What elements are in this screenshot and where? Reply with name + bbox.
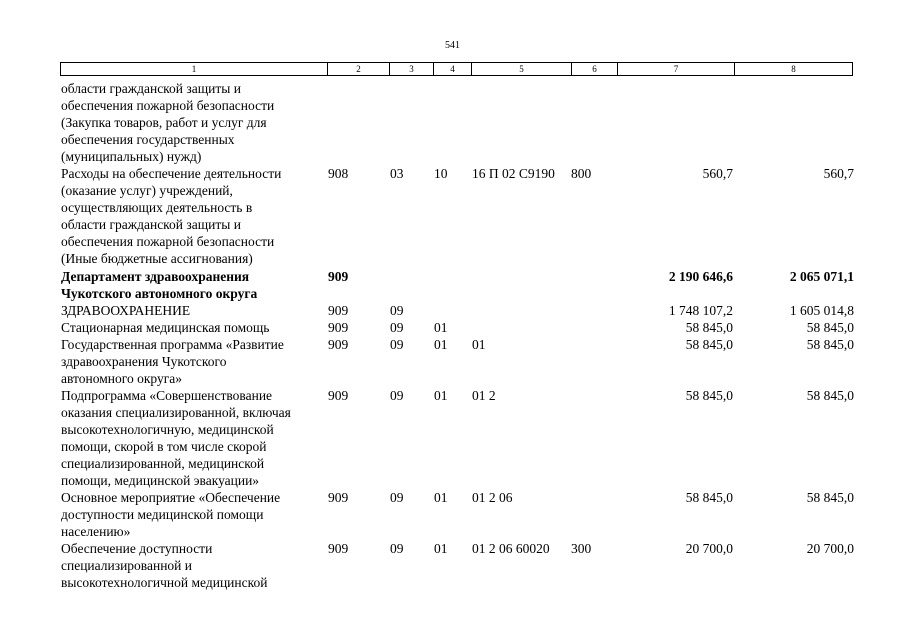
row-description <box>61 540 267 591</box>
cell-col-2: 909 <box>328 303 349 318</box>
description-line: (Иные бюджетные ассигнования) <box>61 251 253 266</box>
description-line: доступности медицинской помощи <box>61 507 264 522</box>
row-description <box>61 336 284 387</box>
cell-col-5: 01 2 06 <box>472 490 513 505</box>
description-line: Департамент здравоохранения <box>61 269 250 284</box>
description-line: области гражданской защиты и <box>61 217 241 232</box>
cell-col-8: 1 605 014,8 <box>789 303 854 318</box>
description-line: оказания специализированной, включая <box>61 405 291 420</box>
cell-col-5: 01 <box>472 337 486 352</box>
cell-col-5: 01 2 <box>472 388 496 403</box>
header-col-8: 8 <box>734 63 852 75</box>
cell-col-2: 909 <box>328 541 349 556</box>
cell-col-7: 2 190 646,6 <box>668 269 733 284</box>
cell-col-8: 58 845,0 <box>806 388 854 403</box>
description-line: Стационарная медицинская помощь <box>61 320 270 335</box>
description-line: специализированной и <box>61 558 192 573</box>
cell-col-2: 909 <box>328 320 349 335</box>
cell-col-8: 2 065 071,1 <box>789 269 854 284</box>
row-description <box>61 387 291 489</box>
description-line: Подпрограмма «Совершенствование <box>61 388 273 403</box>
row-description <box>61 302 190 319</box>
cell-col-4: 01 <box>434 320 448 335</box>
cell-col-3: 09 <box>390 490 404 505</box>
cell-col-7: 58 845,0 <box>685 320 733 335</box>
cell-col-4: 01 <box>434 490 448 505</box>
cell-col-8: 58 845,0 <box>806 320 854 335</box>
description-line: высокотехнологичную, медицинской <box>61 422 274 437</box>
description-line: (оказание услуг) учреждений, <box>61 183 233 198</box>
cell-col-3: 09 <box>390 320 404 335</box>
cell-col-2: 909 <box>328 337 349 352</box>
cell-col-3: 03 <box>390 166 404 181</box>
cell-col-7: 58 845,0 <box>685 490 733 505</box>
description-line: осуществляющих деятельность в <box>61 200 253 215</box>
cell-col-4: 01 <box>434 541 448 556</box>
cell-col-2: 908 <box>328 166 349 181</box>
cell-col-8: 58 845,0 <box>806 337 854 352</box>
description-line: автономного округа» <box>61 371 182 386</box>
cell-col-3: 09 <box>390 541 404 556</box>
row-description <box>61 80 274 165</box>
cell-col-3: 09 <box>390 303 404 318</box>
header-col-3: 3 <box>389 63 433 75</box>
cell-col-5: 01 2 06 60020 <box>472 541 550 556</box>
row-description <box>61 268 257 302</box>
description-line: помощи, медицинской эвакуации» <box>61 473 260 488</box>
header-col-5: 5 <box>471 63 571 75</box>
header-col-6: 6 <box>571 63 617 75</box>
header-col-1: 1 <box>191 64 197 74</box>
cell-col-5: 16 П 02 С9190 <box>472 166 555 181</box>
description-line: специализированной, медицинской <box>61 456 265 471</box>
row-description <box>61 165 281 267</box>
description-line: помощи, скорой в том числе скорой <box>61 439 267 454</box>
table-header <box>60 62 853 76</box>
header-col-4: 4 <box>433 63 471 75</box>
description-line: Обеспечение доступности <box>61 541 213 556</box>
description-line: Расходы на обеспечение деятельности <box>61 166 282 181</box>
description-line: населению» <box>61 524 131 539</box>
description-line: Чукотского автономного округа <box>61 286 258 301</box>
cell-col-7: 1 748 107,2 <box>668 303 733 318</box>
description-line: высокотехнологичной медицинской <box>61 575 268 590</box>
description-line: Основное мероприятие «Обеспечение <box>61 490 281 505</box>
cell-col-2: 909 <box>328 388 349 403</box>
cell-col-8: 20 700,0 <box>806 541 854 556</box>
row-description <box>61 319 269 336</box>
cell-col-6: 800 <box>571 166 592 181</box>
cell-col-2: 909 <box>328 269 349 284</box>
cell-col-3: 09 <box>390 337 404 352</box>
cell-col-2: 909 <box>328 490 349 505</box>
cell-col-6: 300 <box>571 541 592 556</box>
cell-col-7: 58 845,0 <box>685 388 733 403</box>
description-line: обеспечения государственных <box>61 132 235 147</box>
description-line: (муниципальных) нужд) <box>61 149 202 164</box>
description-line: обеспечения пожарной безопасности <box>61 234 275 249</box>
description-line: обеспечения пожарной безопасности <box>61 98 275 113</box>
description-line: (Закупка товаров, работ и услуг для <box>61 115 267 130</box>
cell-col-7: 20 700,0 <box>685 541 733 556</box>
row-description <box>61 489 280 540</box>
description-line: Государственная программа «Развитие <box>61 337 284 352</box>
cell-col-4: 01 <box>434 337 448 352</box>
cell-col-7: 560,7 <box>702 166 733 181</box>
cell-col-7: 58 845,0 <box>685 337 733 352</box>
header-col-7: 7 <box>617 63 734 75</box>
description-line: здравоохранения Чукотского <box>61 354 227 369</box>
description-line: области гражданской защиты и <box>61 81 241 96</box>
cell-col-8: 560,7 <box>823 166 854 181</box>
cell-col-3: 09 <box>390 388 404 403</box>
page-number: 541 <box>445 40 460 51</box>
cell-col-4: 01 <box>434 388 448 403</box>
cell-col-4: 10 <box>434 166 448 181</box>
header-col-2: 2 <box>327 63 389 75</box>
description-line: ЗДРАВООХРАНЕНИЕ <box>61 303 191 318</box>
cell-col-8: 58 845,0 <box>806 490 854 505</box>
